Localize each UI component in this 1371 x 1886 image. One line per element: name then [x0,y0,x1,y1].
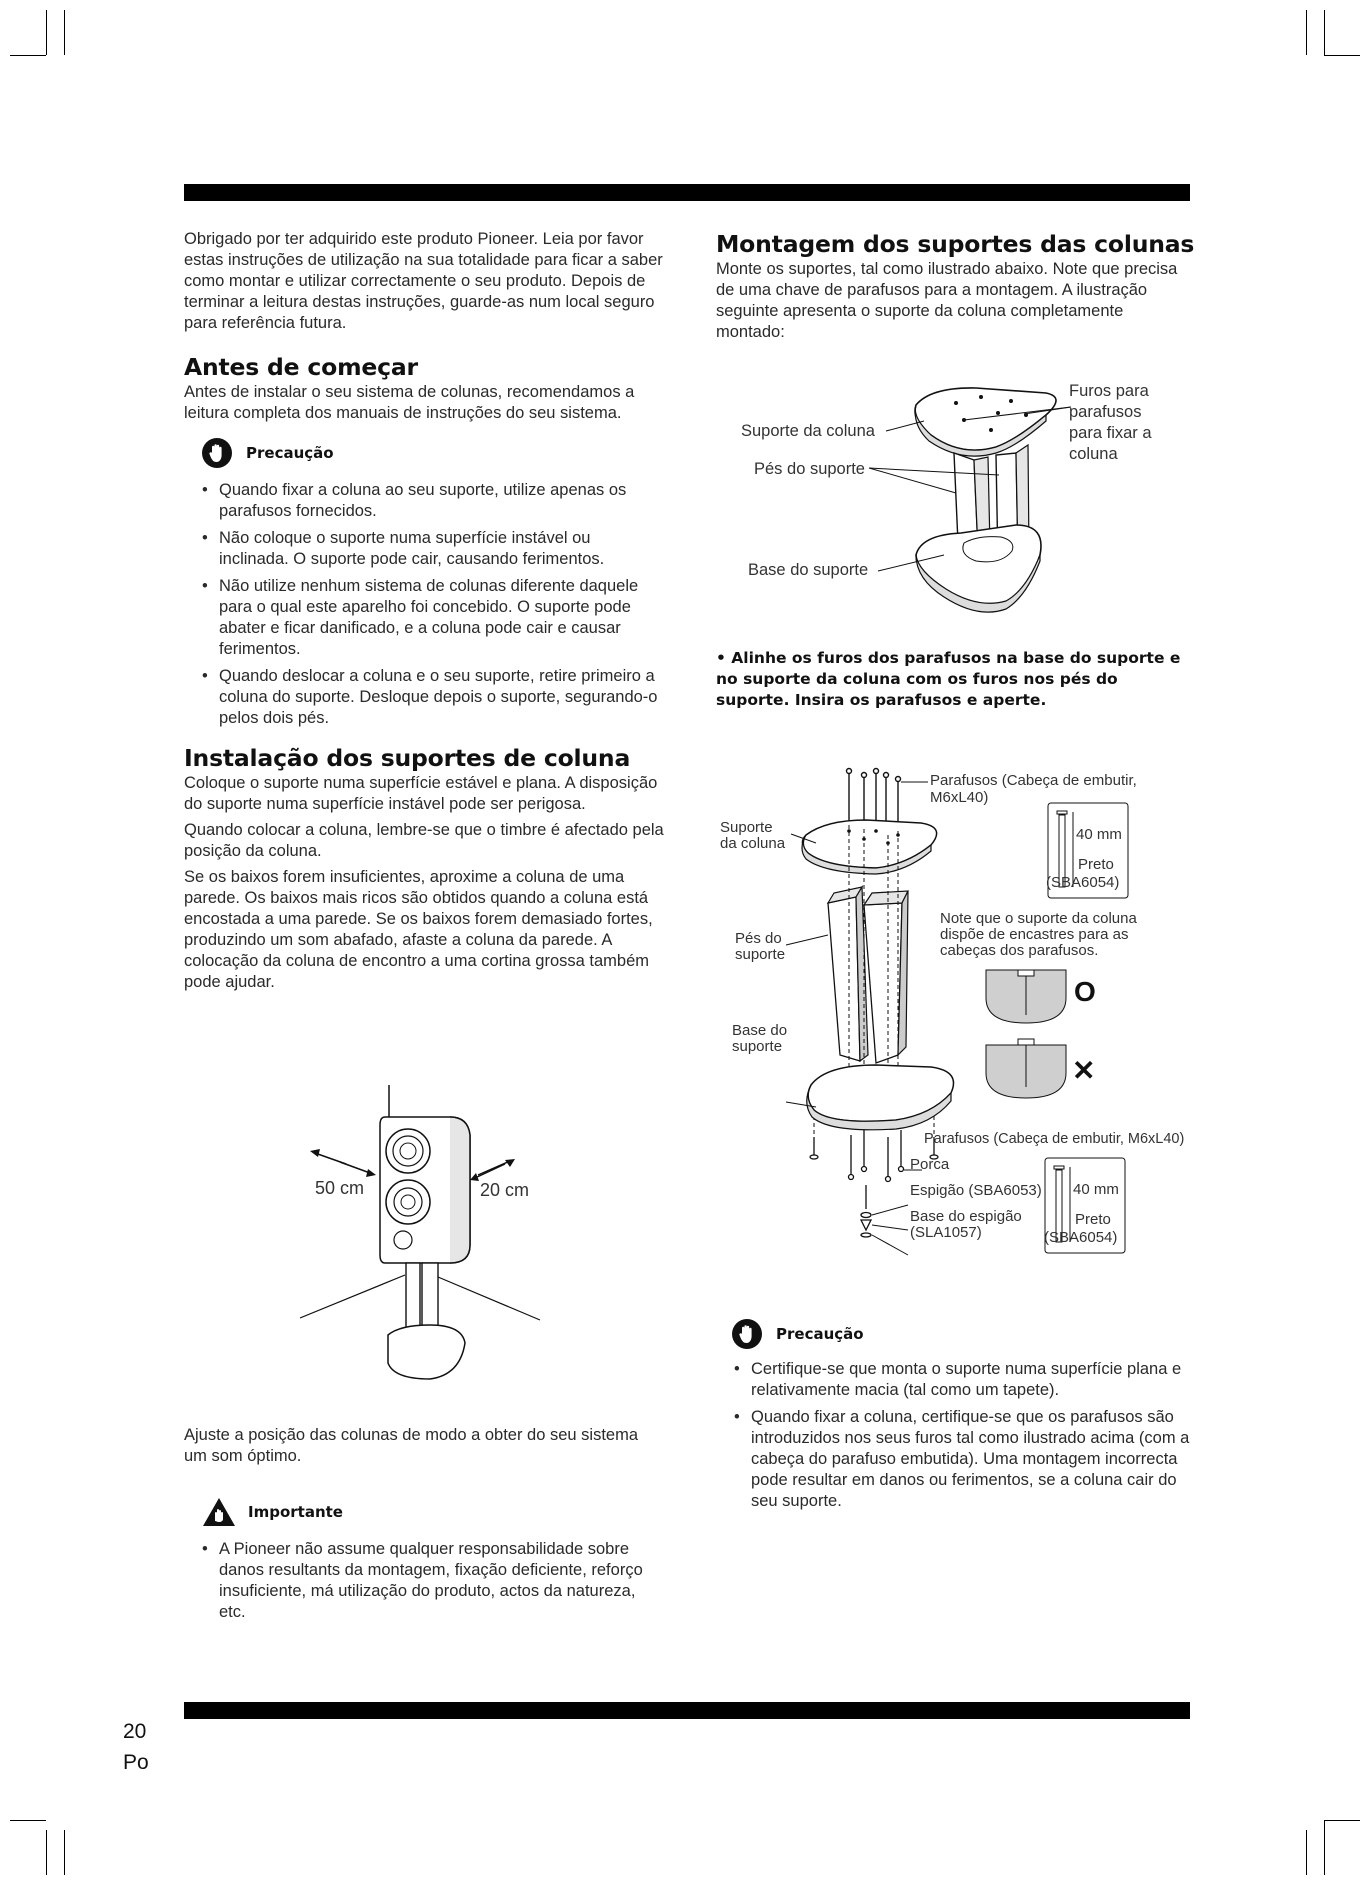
hand-icon [202,438,232,468]
label-furos: parafusos [1069,403,1142,421]
caution-heading [732,1319,1196,1349]
figure-caption: Ajuste a posição das colunas de modo a obter do seu sistema um som óptimo. [184,1426,639,1465]
page-number: 20 [123,1720,147,1743]
label-recess-note: cabeças dos parafusos. [940,942,1099,959]
intro-text: Obrigado por ter adquirido este produto Pioneer. Leia por favor estas instruções de utilização na sua totalidade para ficar a saber como montar e utilizar correctamente o seu produto. Depois de terminar a leitura destas instruções, guarde-as num local seguro para referência futura. [184,230,663,332]
label-pes-do-suporte: Pés do suporte [754,460,865,478]
label-furos: coluna [1069,445,1118,463]
correct-mark: O [1074,976,1096,1007]
caution-label: Precaução [246,443,334,462]
label-50cm: 50 cm [315,1178,365,1198]
list-item: • A Pioneer não assume qualquer responsabilidade sobre danos resultants da montagem, fixação deficiente, reforço insuficiente, má utilização do produto, actos da natureza, etc. [184,1539,664,1623]
label-recess-note: dispõe de encastres para as [940,926,1129,943]
alignment-instruction: • Alinhe os furos dos parafusos na base do suporte e no suporte da coluna com os furos nos pés do suporte. Insira os parafusos e aperte. [716,649,1181,709]
label-20cm: 20 cm [480,1180,530,1200]
label-recess-note: Note que o suporte da coluna [940,910,1137,927]
hand-icon [732,1319,762,1349]
paragraph: Se os baixos forem insuficientes, aproxime a coluna de uma parede. Os baixos mais ricos são obtidos quando a coluna está encostada a uma parede. Se os baixos forem demasiado fortes, produzindo um som abafado, afaste a coluna da parede. A colocação da coluna de encontro a uma cortina grossa também pode ajudar. [184,868,653,991]
list-item: • Não utilize nenhum sistema de colunas diferente daquele para o qual este aparelho foi concebido. O suporte pode abater e ficar danificado, e a coluna pode cair e causar ferimentos. [184,576,664,660]
label-pes-do-suporte: suporte [735,946,786,963]
importante-list [184,1539,664,1623]
label-base-espigao: (SLA1057) [910,1224,982,1241]
list-item: • Quando fixar a coluna, certifique-se que os parafusos são introduzidos nos seus furos tal como ilustrado acima (com a cabeça do parafuso embutida). Uma montagem incorrecta pode resultar em danos ou ferimentos, se a coluna cair do seu suporte. [716,1407,1196,1512]
label-base-espigao: Base do espigão [910,1208,1022,1225]
language-code: Po [123,1751,149,1774]
paragraph: Coloque o suporte numa superfície estável e plana. A disposição do suporte numa superfície instável pode ser perigosa. [184,774,658,813]
label-parafusos-top: M6xL40) [930,789,989,806]
label-base-do-suporte: Base do suporte [748,561,869,579]
list-item: • Quando deslocar a coluna e o seu suporte, retire primeiro a coluna do suporte. Desloque depois o suporte, segurando-o pelos dois pés. [184,666,664,729]
list-item: • Não coloque o suporte numa superfície instável ou inclinada. O suporte pode cair, causando ferimentos. [184,528,664,570]
warning-icon [202,1497,236,1527]
antes-text: Antes de instalar o seu sistema de colunas, recomendamos a leitura completa dos manuais de instruções do seu sistema. [184,383,635,422]
section-title-instalacao: Instalação dos suportes de coluna [184,744,631,772]
caution-list [184,480,664,729]
label-base-do-suporte: Base do [732,1022,788,1039]
label-preto: Preto [1078,856,1114,873]
label-suporte-da-coluna: Suporte da coluna [741,422,875,440]
list-item: • Quando fixar a coluna ao seu suporte, utilize apenas os parafusos fornecidos. [184,480,664,522]
left-column-lower [184,1425,664,1629]
right-column [716,229,1196,348]
label-parafusos-bottom: Parafusos (Cabeça de embutir, M6xL40) [924,1131,1185,1147]
label-screw-length: 40 mm [1073,1181,1119,1198]
caution-label: Precaução [776,1324,864,1343]
label-furos: para fixar a [1069,424,1152,442]
footer-bar [184,1702,1190,1719]
label-porca: Porca [910,1156,950,1173]
importante-heading [202,1497,664,1527]
paragraph: Quando colocar a coluna, lembre-se que o timbre é afectado pela posição da coluna. [184,821,664,860]
caution-list [716,1359,1196,1512]
label-furos: Furos para [1069,382,1149,400]
section-title-montagem: Montagem dos suportes das colunas [716,230,1195,258]
label-espigao: Espigão (SBA6053) [910,1182,1042,1199]
label-screw-length: 40 mm [1076,826,1122,843]
label-suporte-da-coluna: Suporte [720,819,773,836]
label-base-do-suporte: suporte [732,1038,783,1055]
label-sba6054: (SBA6054) [1046,874,1120,891]
right-column-lower [716,1305,1196,1518]
incorrect-mark: ✕ [1072,1055,1096,1086]
montagem-text: Monte os suportes, tal como ilustrado abaixo. Note que precisa de uma chave de parafusos para a montagem. A ilustração seguinte apresenta o suporte da coluna completamente montado: [716,260,1178,341]
importante-label: Importante [248,1502,343,1521]
label-preto: Preto [1075,1211,1111,1228]
left-column [184,229,664,998]
caution-heading [202,438,664,468]
exploded-assembly-figure [716,765,1196,1270]
label-pes-do-suporte: Pés do [735,930,782,947]
label-parafusos-top: Parafusos (Cabeça de embutir, [930,772,1137,789]
label-sba6054: (SBA6054) [1044,1229,1118,1246]
header-bar [184,184,1190,201]
section-title-antes: Antes de começar [184,353,418,381]
list-item: • Certifique-se que monta o suporte numa superfície plana e relativamente macia (tal como um tapete). [716,1359,1196,1401]
label-suporte-da-coluna: da coluna [720,835,786,852]
assembled-stand-figure [716,375,1186,615]
speaker-placement-figure [300,1085,580,1385]
